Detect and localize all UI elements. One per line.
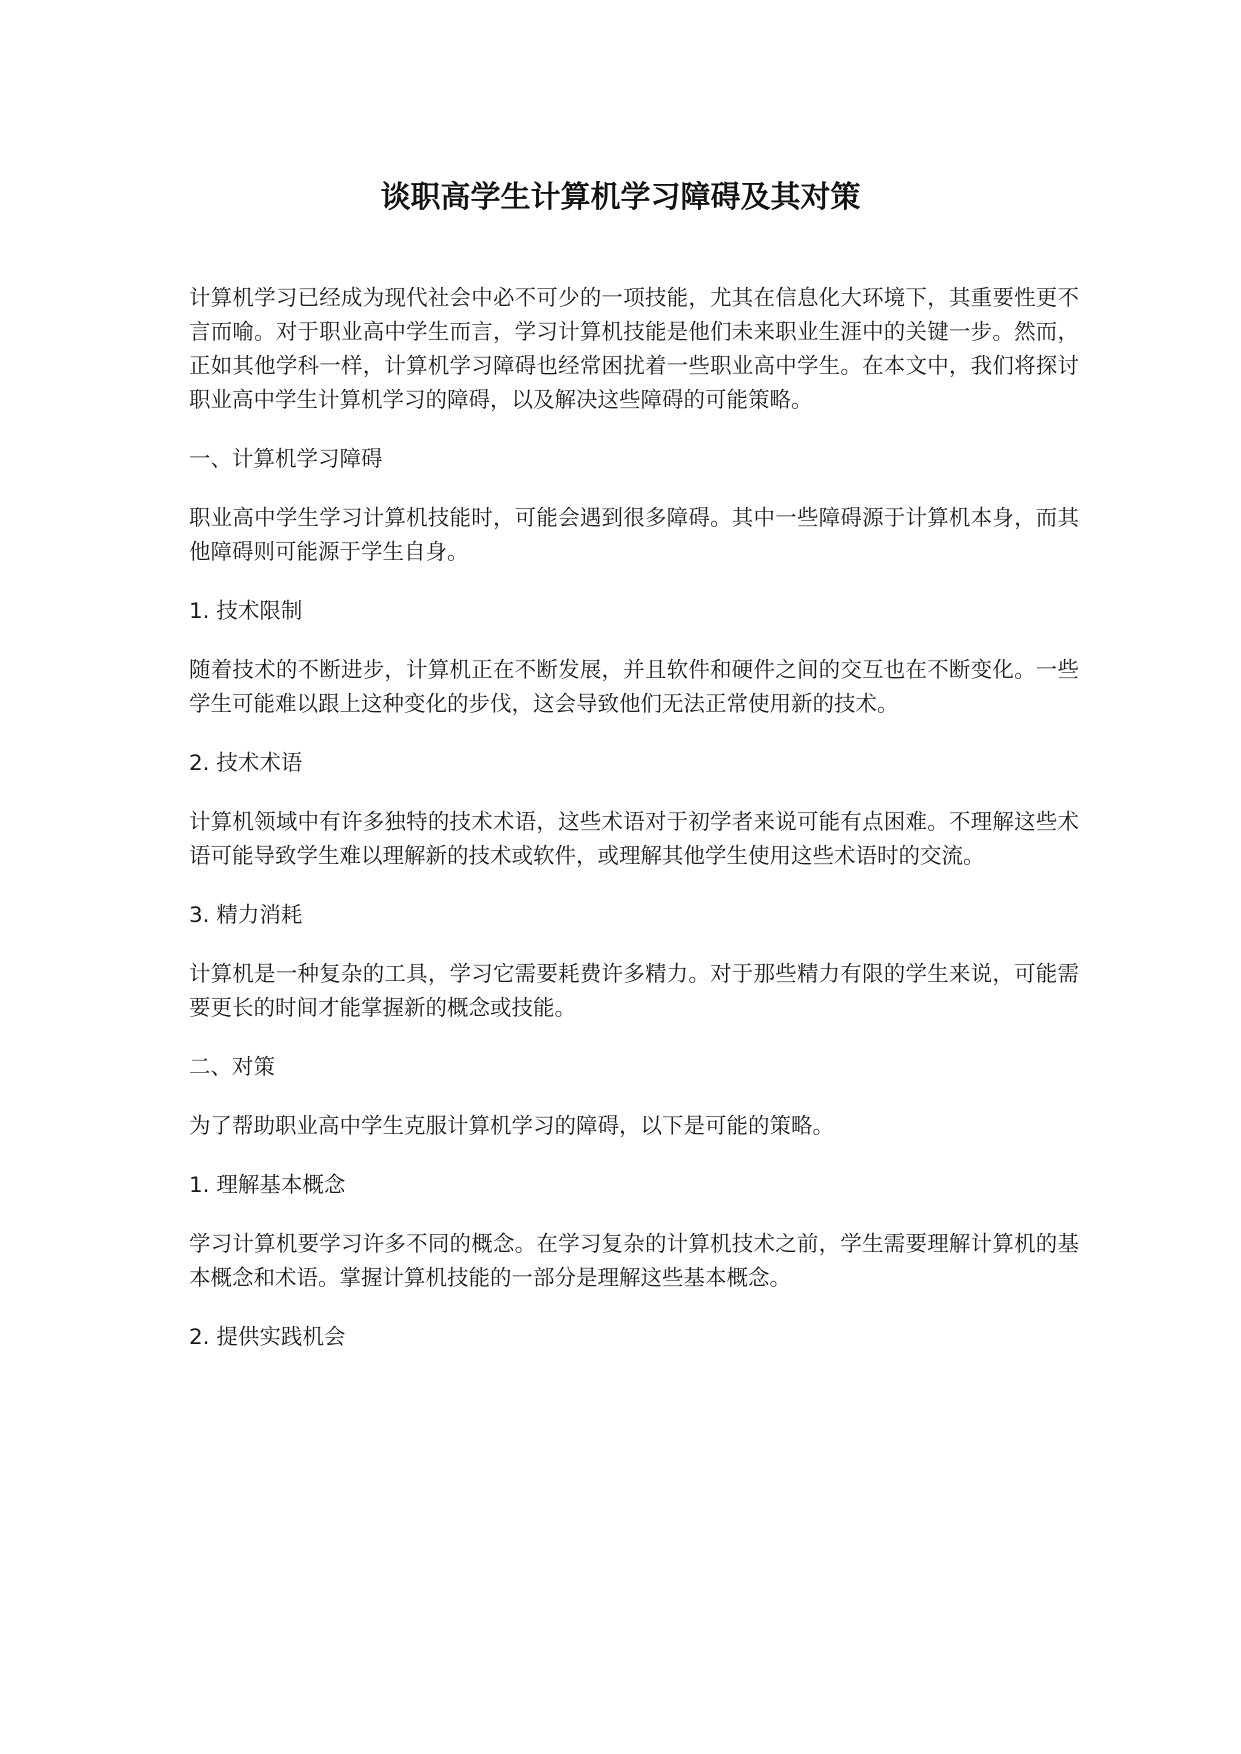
section-heading: 二、对策 [189, 1055, 276, 1080]
body-paragraph: 为了帮助职业高中学生克服计算机学习的障碍，以下是可能的策略。 [189, 1114, 835, 1139]
subsection-heading: 1. 理解基本概念 [189, 1173, 346, 1198]
subsection-heading: 2. 提供实践机会 [189, 1325, 346, 1350]
document-body [189, 282, 1079, 1355]
subsection-heading: 2. 技术术语 [189, 751, 303, 776]
subsection-heading: 3. 精力消耗 [189, 903, 303, 928]
intro-paragraph: 计算机学习已经成为现代社会中必不可少的一项技能，尤其在信息化大环境下，其重要性更不言而喻。对于职业高中学生而言，学习计算机技能是他们未来职业生涯中的关键一步。然而，正如其他学科一样，计算机学习障碍也经常困扰着一些职业高中学生。在本文中，我们将探讨职业高中学生计算机学习的障碍，以及解决这些障碍的可能策略。 [189, 286, 1079, 413]
body-paragraph: 计算机是一种复杂的工具，学习它需要耗费许多精力。对于那些精力有限的学生来说，可能需要更长的时间才能掌握新的概念或技能。 [189, 962, 1079, 1021]
body-paragraph: 随着技术的不断进步，计算机正在不断发展，并且软件和硬件之间的交互也在不断变化。一些学生可能难以跟上这种变化的步伐，这会导致他们无法正常使用新的技术。 [189, 658, 1079, 717]
document-title: 谈职高学生计算机学习障碍及其对策 [380, 180, 861, 215]
section-heading: 一、计算机学习障碍 [189, 447, 383, 472]
subsection-heading: 1. 技术限制 [189, 599, 303, 624]
body-paragraph: 职业高中学生学习计算机技能时，可能会遇到很多障碍。其中一些障碍源于计算机本身，而其他障碍则可能源于学生自身。 [189, 506, 1079, 565]
body-paragraph: 学习计算机要学习许多不同的概念。在学习复杂的计算机技术之前，学生需要理解计算机的基本概念和术语。掌握计算机技能的一部分是理解这些基本概念。 [189, 1232, 1079, 1291]
body-paragraph: 计算机领域中有许多独特的技术术语，这些术语对于初学者来说可能有点困难。不理解这些术语可能导致学生难以理解新的技术或软件，或理解其他学生使用这些术语时的交流。 [189, 810, 1079, 869]
